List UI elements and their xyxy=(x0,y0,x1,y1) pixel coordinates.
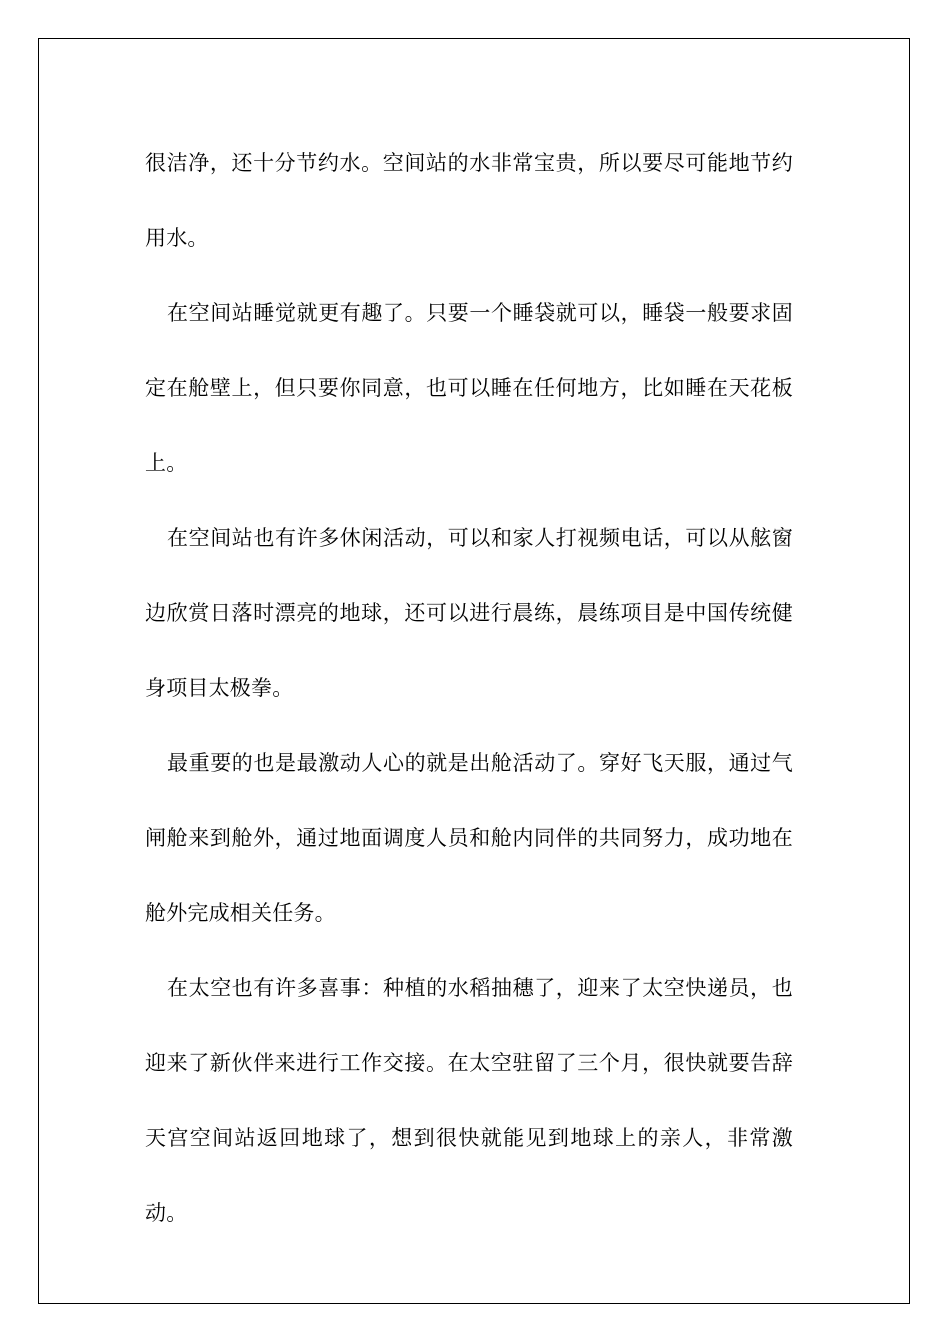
paragraph-5: 在太空也有许多喜事：种植的水稻抽穗了，迎来了太空快递员，也迎来了新伙伴来进行工作交接。在太空驻留了三个月，很快就要告辞天宫空间站返回地球了，想到很快就能见到地球上的亲人，非常激动。 xyxy=(145,976,793,1225)
document-body xyxy=(145,126,793,1251)
paragraph-2: 在空间站睡觉就更有趣了。只要一个睡袋就可以，睡袋一般要求固定在舱壁上，但只要你同意，也可以睡在任何地方，比如睡在天花板上。 xyxy=(145,301,793,475)
paragraph-4: 最重要的也是最激动人心的就是出舱活动了。穿好飞天服，通过气闸舱来到舱外，通过地面调度人员和舱内同伴的共同努力，成功地在舱外完成相关任务。 xyxy=(145,751,793,925)
paragraph-3: 在空间站也有许多休闲活动，可以和家人打视频电话，可以从舷窗边欣赏日落时漂亮的地球，还可以进行晨练，晨练项目是中国传统健身项目太极拳。 xyxy=(145,526,793,700)
paragraph-1: 很洁净，还十分节约水。空间站的水非常宝贵，所以要尽可能地节约用水。 xyxy=(145,151,793,250)
